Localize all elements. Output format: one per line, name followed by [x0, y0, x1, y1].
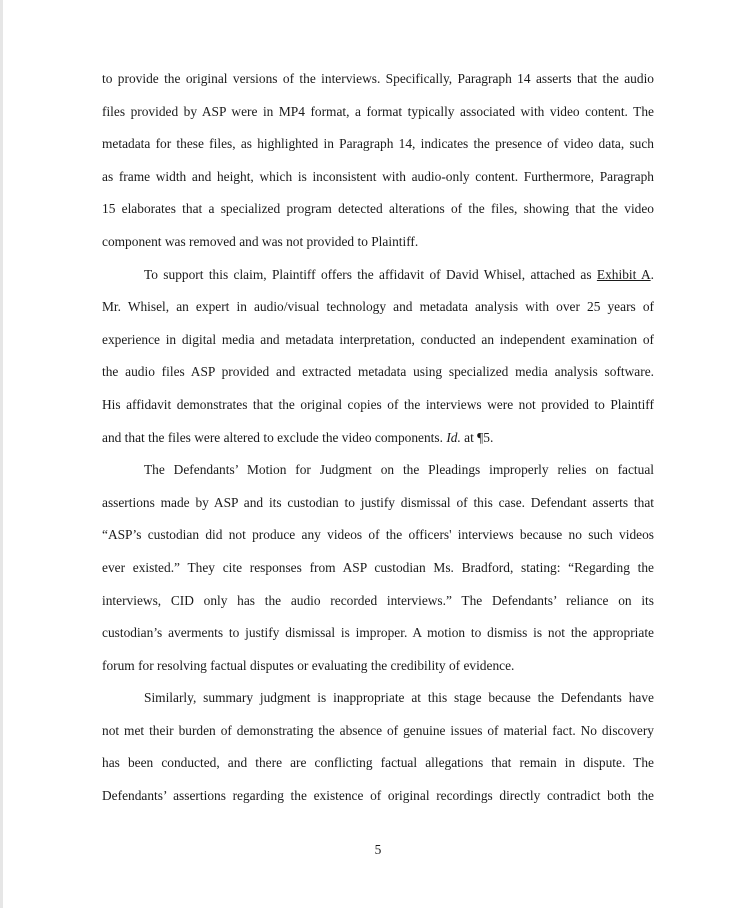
text-line: has been conducted, and there are conflicting factual allegations that remain in dispute. The — [102, 755, 654, 771]
text-line-exhibit — [102, 259, 654, 292]
text-line: as frame width and height, which is inconsistent with audio-only content. Furthermore, Paragraph — [102, 168, 654, 184]
text-segment: . — [650, 266, 654, 282]
id-citation: Id. — [446, 429, 461, 445]
text-line: experience in digital media and metadata interpretation, conducted an independent examination of — [102, 331, 654, 347]
text-line: not met their burden of demonstrating the absence of genuine issues of material fact. No discovery — [102, 722, 654, 738]
exhibit-a-reference: Exhibit A — [596, 266, 651, 282]
text-line: Similarly, summary judgment is inappropriate at this stage because the Defendants have — [144, 690, 654, 706]
text-segment: at ¶5. — [460, 429, 494, 445]
text-line: ever existed.” They cite responses from ASP custodian Ms. Bradford, stating: “Regarding the — [102, 559, 654, 575]
text-line: “ASP’s custodian did not produce any videos of the officers' interviews because no such videos — [102, 527, 654, 543]
page-number: 5 — [374, 842, 382, 857]
text-line: 15 elaborates that a specialized program detected alterations of the files, showing that the video — [102, 201, 654, 217]
text-segment: To support this claim, Plaintiff offers the affidavit of David Whisel, attached as — [144, 266, 597, 282]
text-line: His affidavit demonstrates that the original copies of the interviews were not provided to Plaintiff — [102, 396, 654, 412]
text-segment: and that the files were altered to exclude the video components. — [102, 429, 447, 445]
text-line: custodian’s averments to justify dismissal is improper. A motion to dismiss is not the appropriate — [102, 625, 654, 641]
text-line: component was removed and was not provided to Plaintiff. — [102, 233, 419, 249]
text-line: metadata for these files, as highlighted in Paragraph 14, indicates the presence of video data, such — [102, 136, 654, 152]
text-line: The Defendants’ Motion for Judgment on the Pleadings improperly relies on factual — [144, 462, 654, 478]
text-line: Mr. Whisel, an expert in audio/visual technology and metadata analysis with over 25 years of — [102, 299, 654, 315]
text-line: to provide the original versions of the interviews. Specifically, Paragraph 14 asserts that the audio — [102, 71, 654, 86]
text-line-id-cite — [102, 422, 654, 455]
text-line: assertions made by ASP and its custodian to justify dismissal of this case. Defendant asserts that — [102, 494, 654, 510]
text-line: forum for resolving factual disputes or evaluating the credibility of evidence. — [102, 657, 515, 673]
text-line: the audio files ASP provided and extracted metadata using specialized media analysis software. — [102, 364, 654, 380]
document-body — [102, 63, 654, 813]
text-line: files provided by ASP were in MP4 format, a format typically associated with video content. The — [102, 103, 654, 119]
text-line: Defendants’ assertions regarding the existence of original recordings directly contradict both the — [102, 788, 654, 804]
text-line: interviews, CID only has the audio recorded interviews.” The Defendants’ reliance on its — [102, 592, 654, 608]
